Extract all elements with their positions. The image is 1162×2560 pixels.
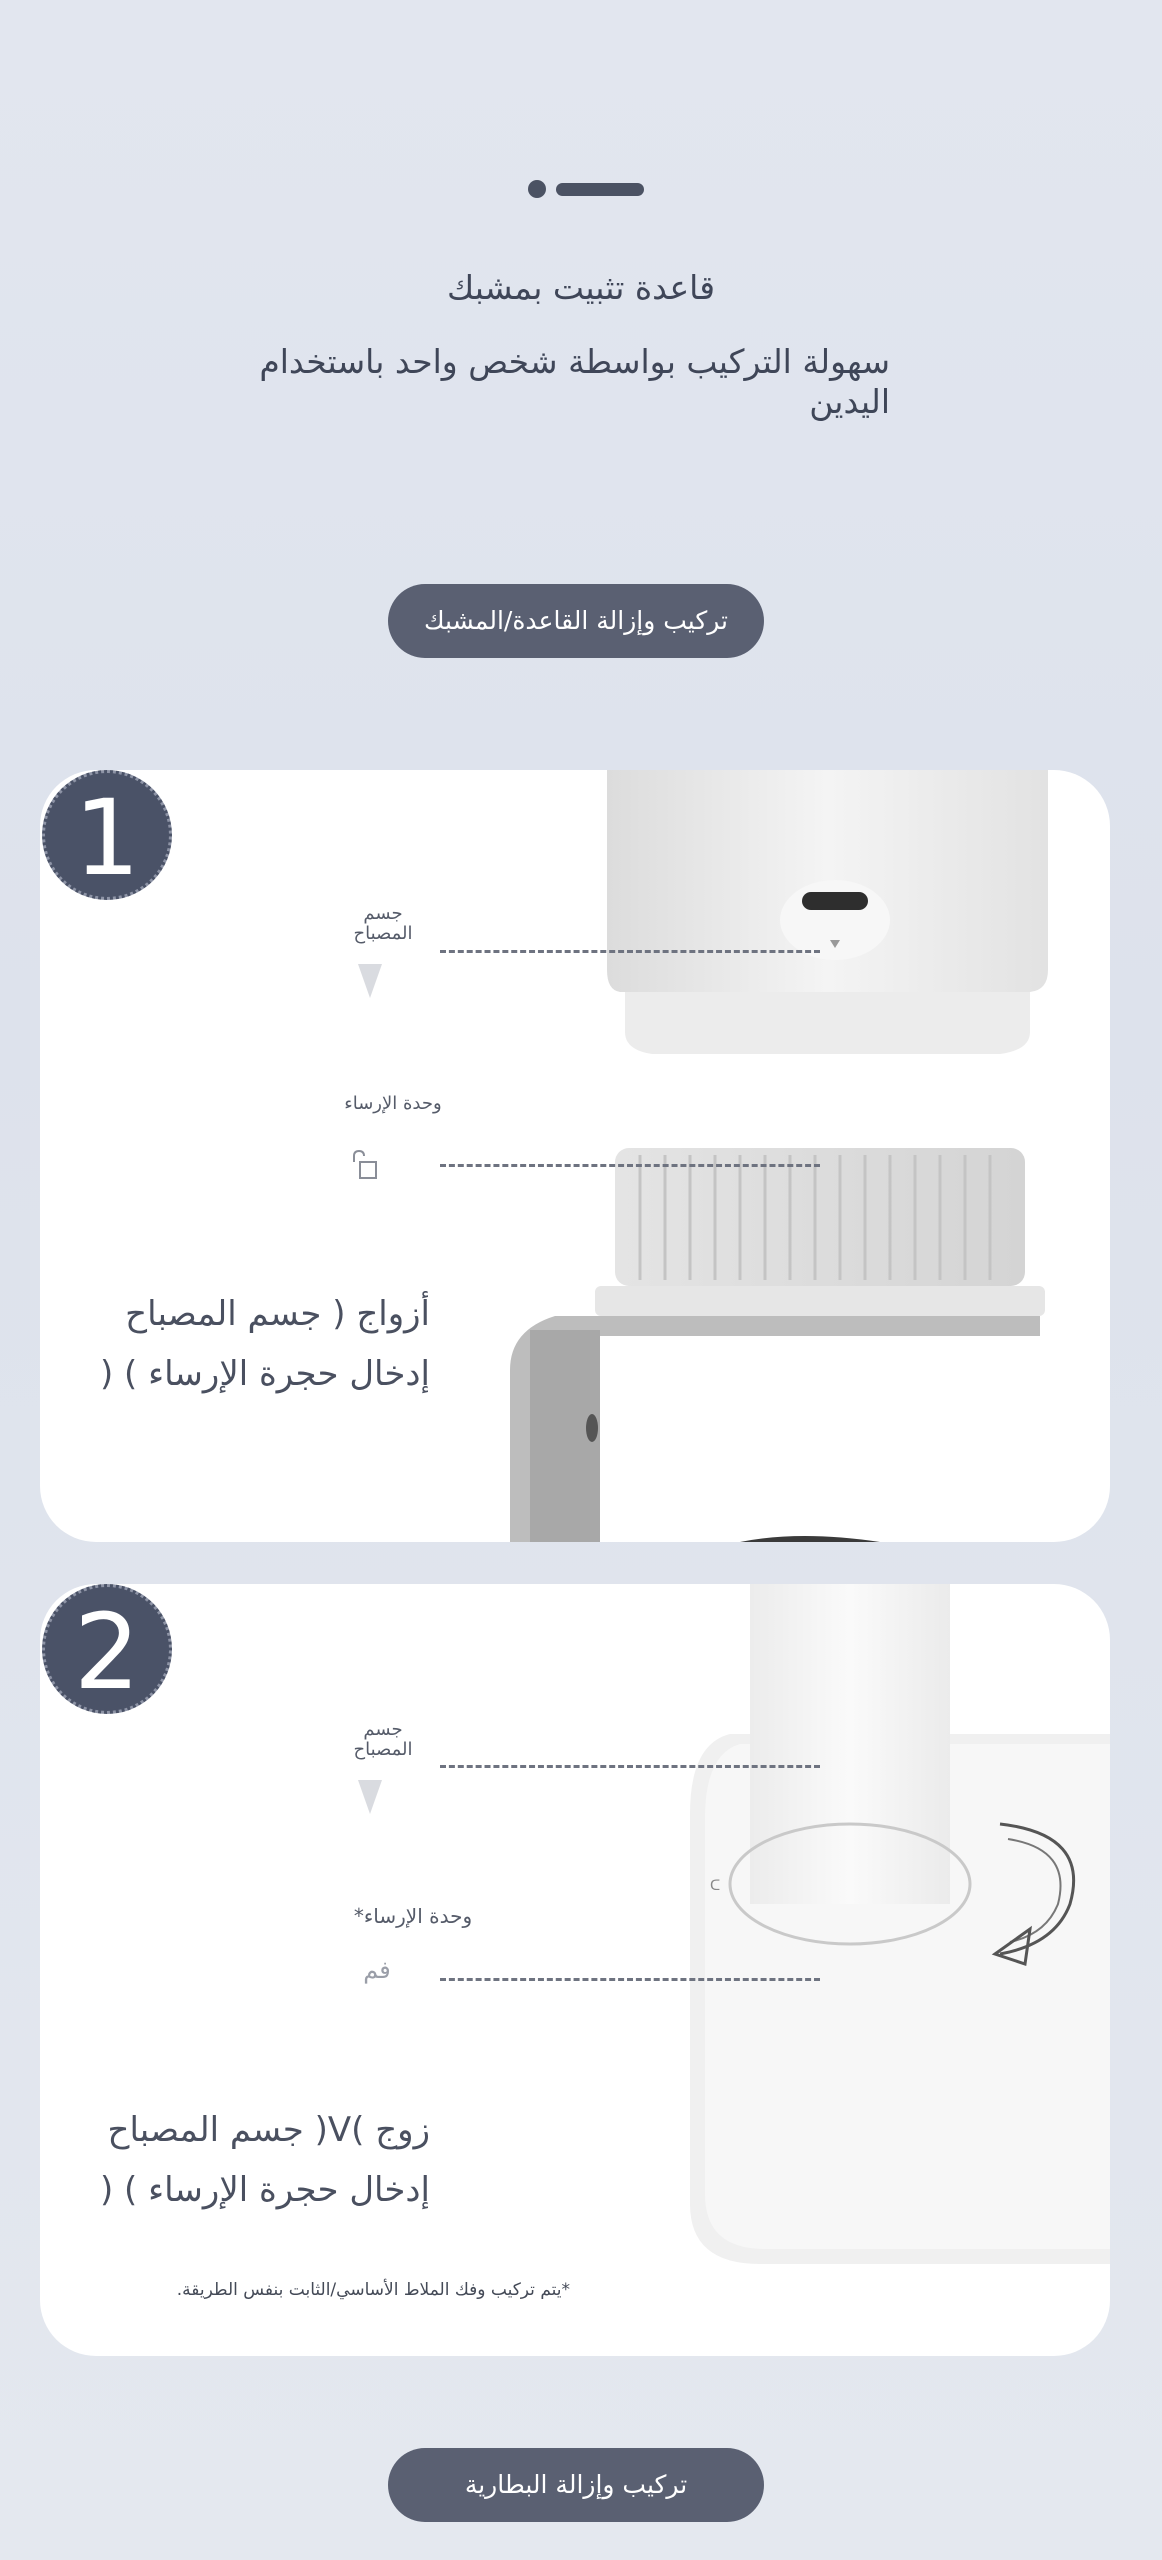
- dashed-guide-line: [440, 1978, 820, 1981]
- page-title: قاعدة تثبيت بمشبك: [446, 268, 716, 307]
- lamp-base-illustration: [40, 1584, 1110, 2356]
- dock-mark: فم: [363, 1956, 391, 1984]
- svg-text:ᑕ: ᑕ: [710, 1878, 721, 1894]
- lamp-body-label: جسم المصباح: [353, 903, 413, 944]
- page-dot: [528, 180, 546, 198]
- step-1-badge: 1: [42, 770, 172, 900]
- dock-label: وحدة الإرساء*: [353, 1904, 473, 1928]
- step-2-instruction-line1: زوج )V( جسم المصباح: [107, 2110, 430, 2150]
- unlock-icon: [348, 1148, 380, 1180]
- install-base-button[interactable]: تركيب وإزالة القاعدة/المشبك: [388, 584, 764, 658]
- dashed-guide-line: [440, 950, 820, 953]
- dashed-guide-line: [440, 1765, 820, 1768]
- dock-label: وحدة الإرساء: [344, 1093, 442, 1114]
- usb-c-port-icon: [802, 892, 868, 910]
- step-1-instruction: [80, 1284, 430, 1404]
- step-1-instruction-line2: إدخال حجرة الإرساء ) (: [99, 1354, 430, 1394]
- lamp-body-label: جسم المصباح: [353, 1719, 413, 1760]
- step-1-instruction-line1: أزواج ( جسم المصباح: [125, 1294, 430, 1334]
- page-dot-active: [556, 183, 644, 196]
- triangle-marker-icon: [358, 1780, 382, 1814]
- dashed-guide-line: [440, 1164, 820, 1167]
- step-2-badge: 2: [42, 1584, 172, 1714]
- page-indicator: [528, 180, 648, 198]
- footnote: *يتم تركيب وفك الملاط الأساسي/الثابت بنفس الطريقة.: [176, 2280, 570, 2300]
- lamp-clamp-illustration: [40, 770, 1110, 1542]
- step-2-instruction-line2: إدخال حجرة الإرساء ) (: [99, 2170, 430, 2210]
- step-1-card: [40, 770, 1110, 1542]
- install-battery-button[interactable]: تركيب وإزالة البطارية: [388, 2448, 764, 2522]
- page-subtitle: سهولة التركيب بواسطة شخص واحد باستخدام اليدين: [259, 342, 890, 421]
- step-2-card: [40, 1584, 1110, 2356]
- triangle-marker-icon: [358, 964, 382, 998]
- step-2-instruction: [80, 2100, 430, 2220]
